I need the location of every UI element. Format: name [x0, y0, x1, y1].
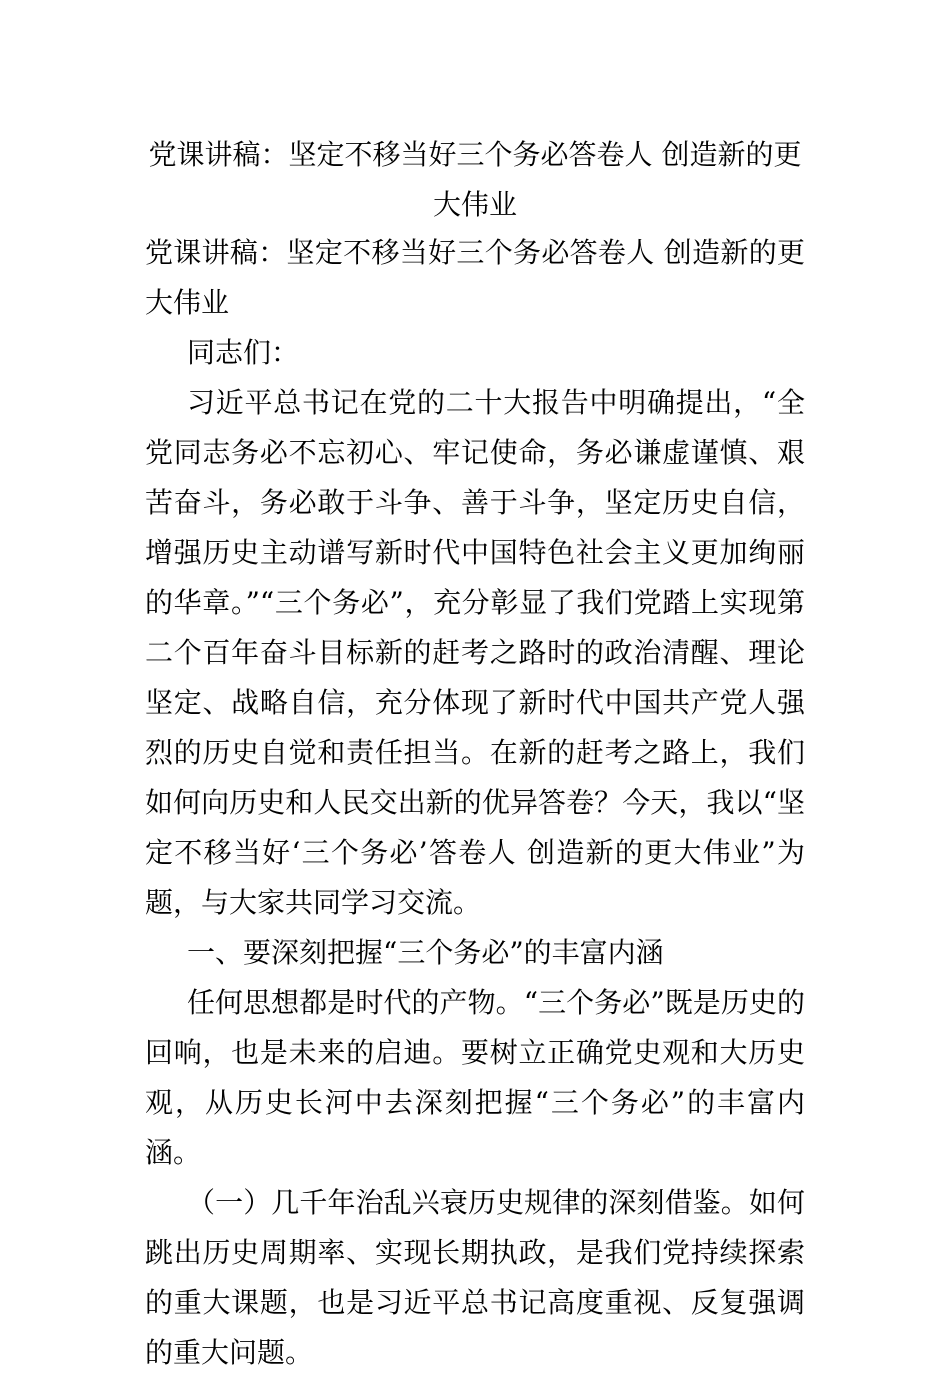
- document-title: 党课讲稿：坚定不移当好三个务必答卷人 创造新的更大伟业: [148, 138, 802, 221]
- salutation-paragraph: 同志们：: [187, 336, 300, 369]
- document-subtitle: 党课讲稿：坚定不移当好三个务必答卷人 创造新的更大伟业: [145, 236, 805, 319]
- section-heading-1: 一、要深刻把握“三个务必”的丰富内涵: [187, 936, 664, 969]
- intro-paragraph: 习近平总书记在党的二十大报告中明确提出，“全党同志务必不忘初心、牢记使命，务必谦虚谨慎、艰苦奋斗，务必敢于斗争、善于斗争，坚定历史自信，增强历史主动谱写新时代中国特色社会主义更加绚丽的华章。”“三个务必”，充分彰显了我们党踏上实现第二个百年奋斗目标新的赶考之路时的政治清醒、理论坚定、战略自信，充分体现了新时代中国共产党人强烈的历史自觉和责任担当。在新的赶考之路上，我们如何向历史和人民交出新的优异答卷？今天，我以“坚定不移当好‘三个务必’答卷人 创造新的更大伟业”为题，与大家共同学习交流。: [145, 386, 805, 919]
- subsection-1-paragraph: （一）几千年治乱兴衰历史规律的深刻借鉴。如何跳出历史周期率、实现长期执政，是我们党持续探索的重大课题，也是习近平总书记高度重视、反复强调的重大问题。: [145, 1186, 805, 1369]
- section-1-paragraph: 任何思想都是时代的产物。“三个务必”既是历史的回响，也是未来的启迪。要树立正确党史观和大历史观，从历史长河中去深刻把握“三个务必”的丰富内涵。: [145, 986, 805, 1169]
- document-body: [145, 228, 805, 1378]
